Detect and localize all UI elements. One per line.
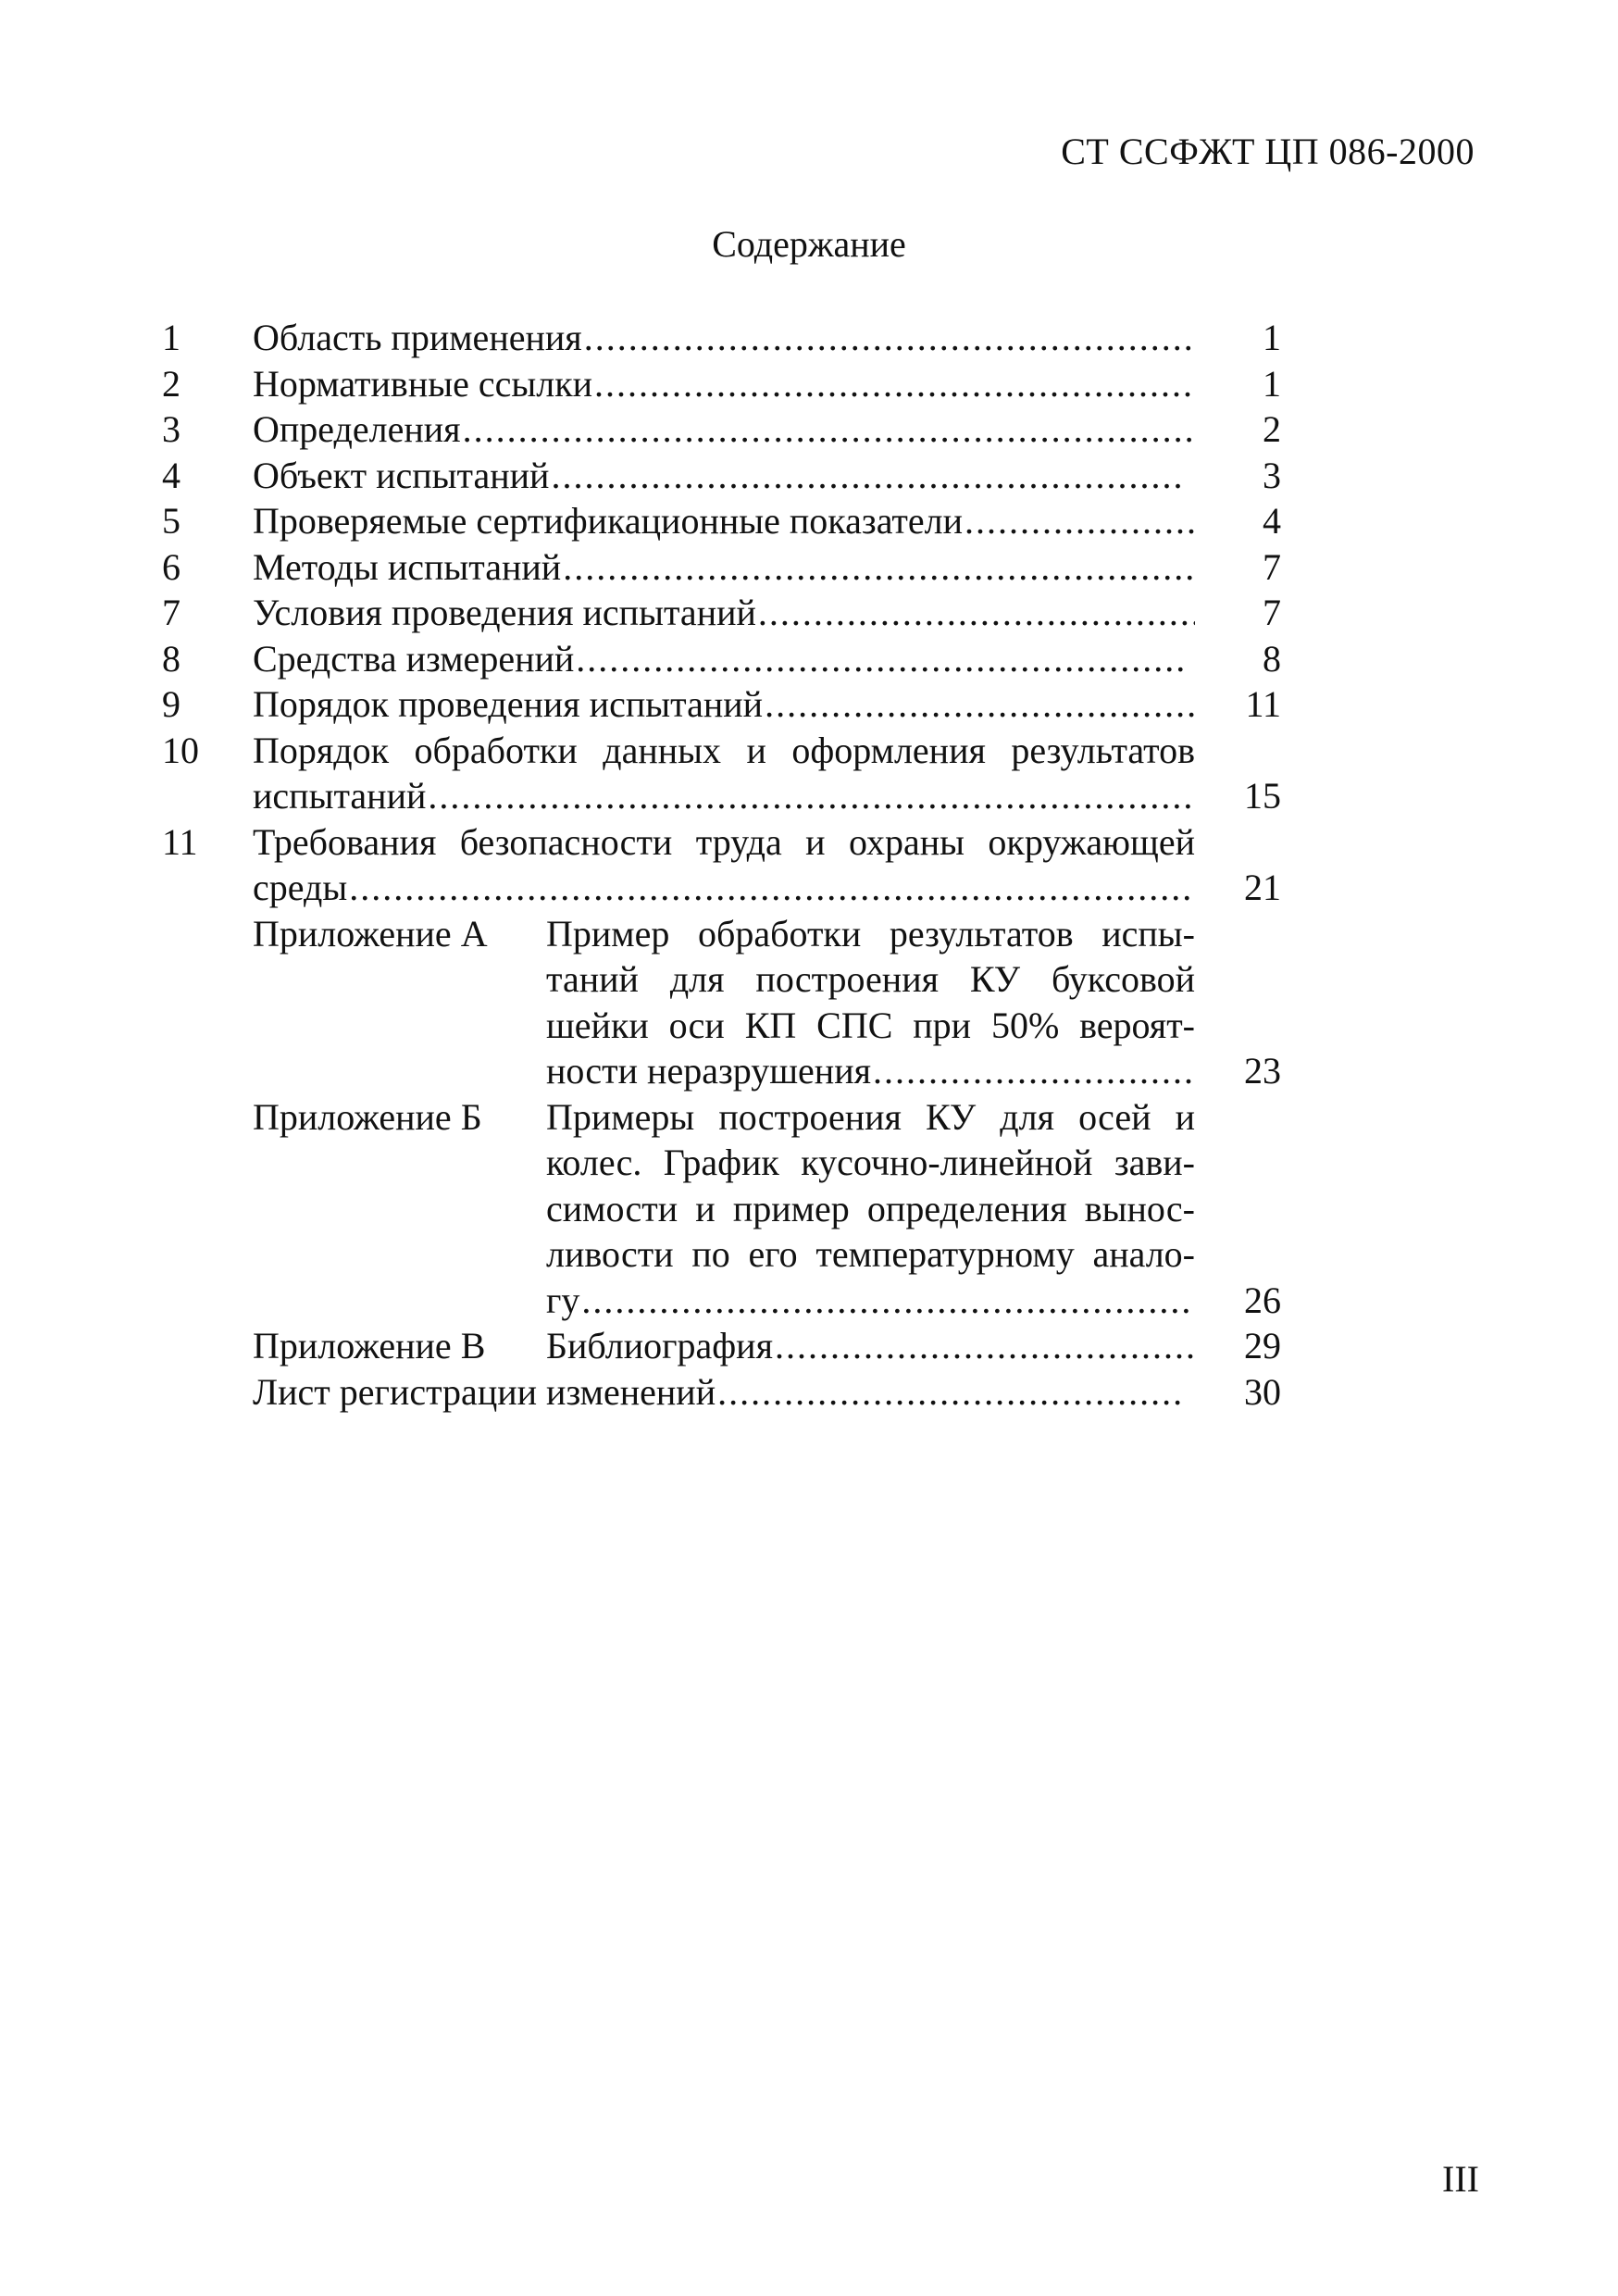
appendix-description: Примеры построения КУ для осей и колес. График кусочно-линейной зави-симости и пример определения вынос-ливости по его температурному анало-: [546, 1095, 1195, 1275]
toc-entry-number: 7: [162, 592, 180, 633]
toc-entry-3: [0, 406, 1618, 453]
dot-leader: [775, 1323, 1195, 1369]
toc-change-sheet: [0, 1369, 1618, 1416]
appendix-description-end: Библиография: [546, 1325, 773, 1366]
toc-entry-page: 1: [1263, 317, 1281, 358]
toc-entry-page: 15: [1244, 775, 1281, 817]
toc-entry-title: испытаний: [253, 775, 427, 817]
appendix-label: Приложение В: [253, 1325, 486, 1366]
dot-leader: [765, 681, 1195, 728]
toc-entry-5: [0, 498, 1618, 544]
appendix-description-end: ности неразрушения: [546, 1050, 871, 1092]
toc-entry-title-line: Требования безопасности труда и охраны окружающей: [253, 820, 1195, 863]
dot-leader: [873, 1048, 1195, 1094]
toc-entry-title: Определения: [253, 408, 461, 450]
toc-entry-title-line: Порядок обработки данных и оформления результатов: [253, 729, 1195, 771]
toc-appendix-a: [0, 911, 1618, 1094]
toc-entry-title: Лист регистрации изменений: [253, 1370, 716, 1413]
toc-entry-title: Объект испытаний: [253, 454, 550, 496]
toc-entry-number: 11: [162, 820, 198, 863]
toc-entry-7: [0, 590, 1618, 636]
page-number: III: [1442, 2158, 1479, 2200]
toc-entry-number: 2: [162, 362, 180, 405]
appendix-description-end: гу: [546, 1279, 580, 1321]
toc-entry-number: 1: [162, 317, 180, 358]
toc-entry-page: 7: [1263, 545, 1281, 588]
toc-entry-number: 3: [162, 408, 180, 450]
toc-entry-10: [0, 728, 1618, 819]
toc-entry-page: 2: [1263, 408, 1281, 450]
toc-entry-number: 9: [162, 683, 180, 725]
dot-leader: [576, 636, 1186, 682]
toc-entry-title: Область применения: [253, 317, 582, 358]
dot-leader: [349, 865, 1195, 911]
dot-leader: [428, 773, 1195, 819]
dot-leader: [758, 590, 1195, 636]
toc-entry-page: 21: [1244, 867, 1281, 908]
toc-entry-page: 30: [1244, 1370, 1281, 1413]
table-of-contents: [0, 315, 1618, 1415]
toc-entry-4: [0, 453, 1618, 499]
toc-appendix-b: [0, 1094, 1618, 1324]
toc-entry-9: [0, 681, 1618, 728]
toc-entry-page: 1: [1263, 362, 1281, 405]
toc-entry-number: 8: [162, 637, 180, 680]
toc-entry-page: 7: [1263, 592, 1281, 633]
toc-entry-title: среды: [253, 867, 348, 908]
toc-entry-number: 6: [162, 545, 180, 588]
toc-entry-6: [0, 544, 1618, 591]
toc-entry-page: 29: [1244, 1325, 1281, 1366]
toc-entry-number: 5: [162, 500, 180, 542]
dot-leader: [584, 315, 1195, 361]
appendix-label: Приложение Б: [253, 1095, 482, 1138]
toc-entry-title: Порядок проведения испытаний: [253, 683, 764, 725]
toc-entry-number: 4: [162, 454, 180, 496]
dot-leader: [965, 498, 1195, 544]
document-code: СТ ССФЖТ ЦП 086-2000: [1061, 131, 1475, 172]
toc-entry-page: 3: [1263, 454, 1281, 496]
toc-entry-11: [0, 819, 1618, 911]
toc-entry-page: 23: [1244, 1050, 1281, 1092]
appendix-description: Пример обработки результатов испы-таний для построения КУ буксовой шейки оси КП СПС при 50% вероят-: [546, 912, 1195, 1046]
toc-entry-1: [0, 315, 1618, 361]
toc-entry-page: 11: [1245, 683, 1281, 725]
toc-entry-title: Проверяемые сертификационные показатели: [253, 500, 964, 542]
toc-entry-title: Методы испытаний: [253, 545, 562, 588]
dot-leader: [563, 544, 1195, 591]
dot-leader: [594, 361, 1195, 407]
toc-entry-page: 4: [1263, 500, 1281, 542]
appendix-label: Приложение А: [253, 912, 488, 955]
dot-leader: [551, 453, 1186, 499]
dot-leader: [717, 1369, 1186, 1416]
page-title: Содержание: [712, 223, 906, 265]
dot-leader: [581, 1278, 1195, 1324]
toc-entry-page: 26: [1244, 1279, 1281, 1321]
toc-entry-2: [0, 361, 1618, 407]
toc-entry-title: Средства измерений: [253, 637, 575, 680]
toc-entry-8: [0, 636, 1618, 682]
toc-appendix-v: [0, 1323, 1618, 1369]
toc-entry-page: 8: [1263, 637, 1281, 680]
dot-leader: [463, 406, 1195, 453]
toc-entry-number: 10: [162, 729, 199, 771]
toc-entry-title: Нормативные ссылки: [253, 362, 593, 405]
toc-entry-title: Условия проведения испытаний: [253, 592, 756, 633]
